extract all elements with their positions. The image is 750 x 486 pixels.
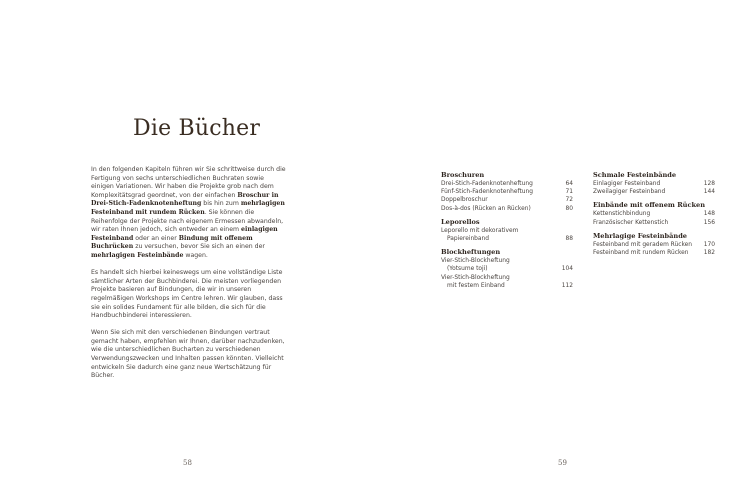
toc-entry-page [563,257,573,265]
toc-section [593,171,715,196]
toc-section [441,171,573,213]
intro-paragraph-3: Wenn Sie sich mit den verschiedenen Bindungen vertraut gemacht haben, empfehlen wir Ihnen, darüber nachzudenken, wie die unterschiedlichen Bucharten zu verschiedenen Verwendungszwecken und Inhalten passen könnten. Vielleicht entwickeln Sie dadurch eine ganz neue Wertschätzung für Bücher. [91,329,285,380]
toc-entry-page: 104 [561,266,573,273]
toc-entry-page: 144 [703,189,715,196]
chapter-title: Die Bücher [133,116,261,141]
toc-entry-page: 80 [565,205,573,212]
text-run: bis hin zum [201,200,241,208]
bold-term: mehrlagigen Festeinbände [91,251,184,259]
toc-entry-name: Vier-Stich-Blockheftung [441,258,510,265]
toc-entry-name: Dos-à-dos (Rücken an Rücken) [441,205,531,212]
toc-entry [441,180,573,188]
toc-entry-name: Französischer Kettenstich [593,219,669,226]
toc-section-title: Leporellos [441,217,480,226]
toc-entry-name: mit festem Einband [447,282,505,289]
text-run: zu versuchen, bevor Sie sich an einen der [133,243,265,251]
toc-entry-page: 170 [703,241,715,248]
toc-section-title: Schmale Festeinbände [593,171,677,179]
toc-entry [593,241,715,249]
bold-term: Broschur in Drei-Stich-Fadenknotenheftung [91,191,279,208]
toc-entry [441,257,573,265]
text-run: wagen. [183,251,208,259]
toc-entry-name: Festeinband mit rundem Rücken [593,250,689,257]
toc-entry-page [563,227,573,235]
toc-entry-name: Drei-Stich-Fadenknotenheftung [441,181,533,187]
toc-column-2 [593,171,715,262]
intro-paragraph-1 [91,166,286,261]
toc-entry-name: Papiereinband [447,236,490,243]
toc-section [593,232,715,257]
bold-term: Bindung mit offenem Buchrücken [91,234,253,251]
toc-entry-page: 112 [561,282,573,289]
toc-entry-name: Fünf-Stich-Fadenknotenheftung [441,189,534,196]
toc-entry-name: Zweilagiger Festeinband [593,189,666,196]
toc-entry-name: Einlagiger Festeinband [593,181,661,187]
page-number-left: 58 [183,459,192,467]
intro-paragraph-2: Es handelt sich hierbei keineswegs um eine vollständige Liste sämtlicher Arten der Buchbinderei. Die meisten vorliegenden Projekte basieren auf Bindungen, die wir in unseren regelmäßigen Workshops im Centre lehren. Wir glauben, dass sie ein solides Fundament für alle bilden, die sich für die Handbuchbinderei interessieren. [91,269,283,320]
toc-entry [593,180,715,188]
toc-entry-name: Festeinband mit geradem Rücken [593,241,693,248]
toc-entry [441,265,573,273]
text-run: . Sie können die Reihenfolge der Projekte nach eigenem Ermessen abwandeln, wir raten Ihnen jedoch, sich entweder an einem [91,208,284,234]
bold-term: einlagigen Festeinband [91,226,278,242]
toc-entry-page: 128 [703,181,715,187]
toc-entry [593,219,715,227]
toc-column-1 [441,171,573,295]
toc-entry-name: (Yotsume toji) [447,266,488,273]
page-number-right: 59 [558,459,567,467]
toc-entry-name: Doppelbroschur [441,197,488,204]
bold-term: mehrlagigen Festeinband mit rundem Rücken [91,200,285,216]
toc-entry-page: 148 [703,211,715,218]
toc-entry-name: Leporello mit dekorativem [441,227,519,234]
toc-entry [441,274,573,282]
toc-entry-page: 156 [703,219,715,226]
toc-entry-page: 72 [565,197,573,204]
text-run: oder an einer [133,234,179,242]
toc-section-title: Einbände mit offenem Rücken [593,201,706,210]
toc-entry [441,196,573,204]
toc-entry-page [563,274,573,282]
toc-entry [593,210,715,218]
toc-section-title: Mehrlagige Festeinbände [593,231,688,240]
toc-entry-page: 88 [565,236,573,243]
toc-section [441,248,573,290]
toc-entry-page: 182 [703,250,715,257]
toc-entry [441,205,573,213]
toc-entry [593,188,715,196]
toc-entry [593,249,715,257]
toc-entry [441,227,573,235]
toc-entry-page: 64 [565,181,573,187]
toc-section-title: Blockheftungen [441,248,501,257]
toc-entry-page: 71 [565,189,573,196]
toc-entry-name: Vier-Stich-Blockheftung [441,274,510,281]
toc-entry [441,188,573,196]
toc-entry [441,282,573,290]
intro-text [91,166,286,389]
toc-section-title: Broschuren [441,171,485,179]
toc-section [593,201,715,226]
toc-section [441,218,573,243]
toc-entry-name: Kettenstichbindung [593,211,651,218]
toc-entry [441,235,573,243]
text-run: In den folgenden Kapiteln führen wir Sie schrittweise durch die Fertigung von sechs unterschiedlichen Buchraten sowie einigen Variationen. Wir haben die Projekte grob nach dem Komplexitätsgrad geordnet, von der einfachen [91,166,286,199]
